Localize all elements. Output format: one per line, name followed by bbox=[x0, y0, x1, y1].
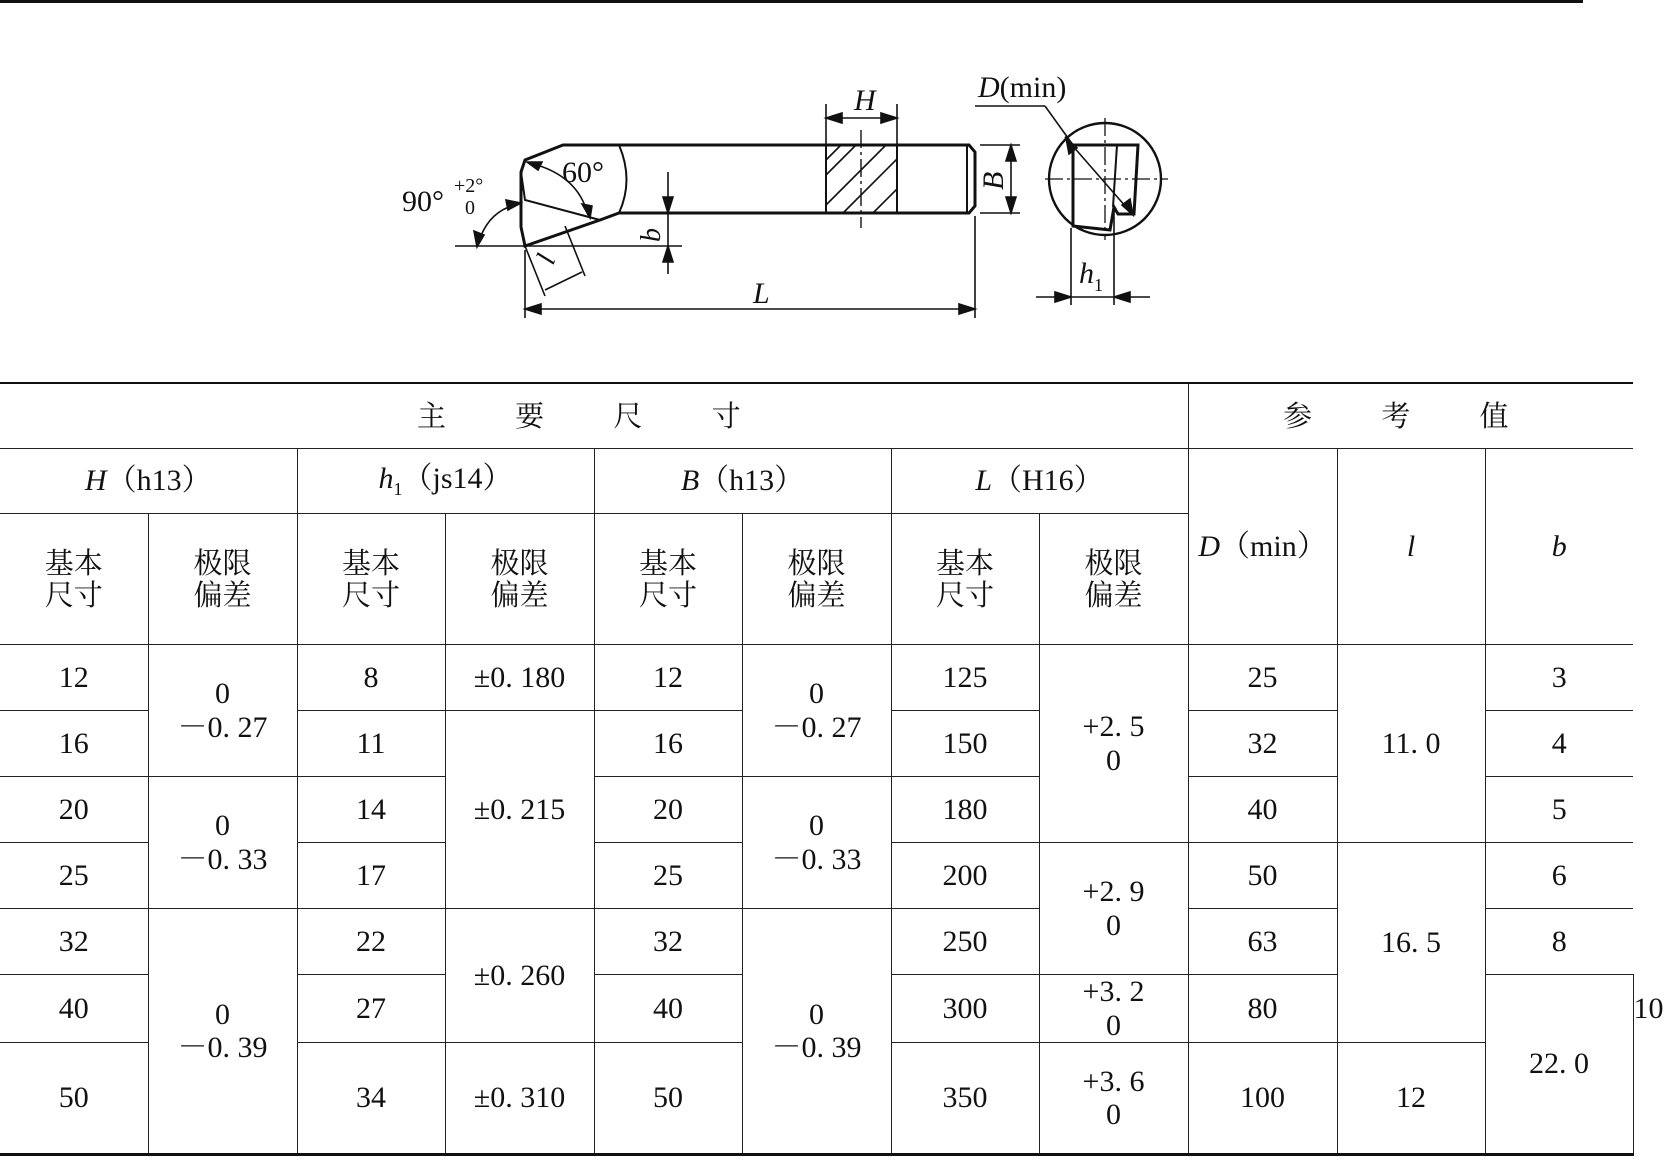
cell-h1-dev: ±0. 215 bbox=[445, 711, 594, 909]
header-H: H（h13） bbox=[0, 449, 297, 514]
cell-h1-basic: 17 bbox=[297, 843, 445, 909]
cell-D: 100 bbox=[1188, 1043, 1337, 1155]
subhead-basic: 基本 尺寸 bbox=[891, 514, 1039, 645]
cell-H-basic: 40 bbox=[0, 975, 148, 1043]
cell-D: 25 bbox=[1188, 645, 1337, 711]
header-h1: $h_1(js14)$ bbox=[297, 449, 594, 514]
cell-H-dev: 0 －0. 39 bbox=[148, 909, 297, 1155]
cell-h1-basic: 27 bbox=[297, 975, 445, 1043]
cell-L-dev: +3. 6 0 bbox=[1039, 1043, 1188, 1155]
group-main: 主 要 尺 寸 bbox=[0, 383, 1188, 449]
header-b: b bbox=[1485, 449, 1633, 645]
cell-H-basic: 50 bbox=[0, 1043, 148, 1155]
cell-D: 50 bbox=[1188, 843, 1337, 909]
subhead-limit: 极限 偏差 bbox=[742, 514, 891, 645]
header-D: D（min） bbox=[1188, 449, 1337, 645]
cell-H-basic: 12 bbox=[0, 645, 148, 711]
cell-B-basic: 20 bbox=[594, 777, 742, 843]
subhead-limit: 极限 偏差 bbox=[445, 514, 594, 645]
cell-b: 6 bbox=[1485, 843, 1633, 909]
cell-h1-dev: ±0. 260 bbox=[445, 909, 594, 1043]
cell-B-dev: 0 －0. 39 bbox=[742, 909, 891, 1155]
cell-b: 12 bbox=[1337, 1043, 1485, 1155]
cell-h1-basic: 34 bbox=[297, 1043, 445, 1155]
header-B: B（h13） bbox=[594, 449, 891, 514]
cell-h1-basic: 14 bbox=[297, 777, 445, 843]
label-D: D(min) bbox=[978, 71, 1067, 104]
cell-L-dev: +3. 2 0 bbox=[1039, 975, 1188, 1043]
header-L: L（H16） bbox=[891, 449, 1188, 514]
label-B: B bbox=[977, 171, 1010, 190]
cell-H-basic: 32 bbox=[0, 909, 148, 975]
subhead-limit: 极限 偏差 bbox=[148, 514, 297, 645]
cell-l: 22. 0 bbox=[1485, 975, 1633, 1155]
cell-h1-basic: 8 bbox=[297, 645, 445, 711]
cell-B-dev: 0 －0. 33 bbox=[742, 777, 891, 909]
cell-l: 16. 5 bbox=[1337, 843, 1485, 1043]
cell-L-basic: 200 bbox=[891, 843, 1039, 909]
label-tol-lower: 0 bbox=[465, 197, 475, 219]
cell-L-basic: 150 bbox=[891, 711, 1039, 777]
label-H: H bbox=[854, 84, 876, 117]
end-view bbox=[1045, 118, 1168, 240]
cell-H-basic: 20 bbox=[0, 777, 148, 843]
subhead-basic: 基本 尺寸 bbox=[297, 514, 445, 645]
label-L: L bbox=[753, 277, 770, 310]
tool-drawing bbox=[0, 0, 1583, 380]
cell-B-dev: 0 －0. 27 bbox=[742, 645, 891, 777]
angle-90 bbox=[474, 200, 521, 247]
dim-h1 bbox=[1036, 207, 1150, 305]
cell-h1-dev: ±0. 180 bbox=[445, 645, 594, 711]
cell-h1-basic: 22 bbox=[297, 909, 445, 975]
subhead-limit: 极限 偏差 bbox=[1039, 514, 1188, 645]
group-ref: 参 考 值 bbox=[1188, 383, 1633, 449]
cell-L-dev: +2. 9 0 bbox=[1039, 843, 1188, 975]
label-h1: $h_1$ bbox=[1079, 257, 1103, 295]
cell-L-basic: 250 bbox=[891, 909, 1039, 975]
cell-B-basic: 32 bbox=[594, 909, 742, 975]
cell-D: 63 bbox=[1188, 909, 1337, 975]
cell-l: 11. 0 bbox=[1337, 645, 1485, 843]
dim-L bbox=[525, 216, 975, 318]
cell-B-basic: 25 bbox=[594, 843, 742, 909]
cell-H-dev: 0 －0. 27 bbox=[148, 645, 297, 777]
cell-B-basic: 12 bbox=[594, 645, 742, 711]
cell-L-dev: +2. 5 0 bbox=[1039, 645, 1188, 843]
cell-b: 5 bbox=[1485, 777, 1633, 843]
cell-L-basic: 300 bbox=[891, 975, 1039, 1043]
cell-b: 3 bbox=[1485, 645, 1633, 711]
label-60: 60° bbox=[562, 156, 604, 189]
cell-H-basic: 16 bbox=[0, 711, 148, 777]
cell-D: 32 bbox=[1188, 711, 1337, 777]
cell-D: 80 bbox=[1188, 975, 1337, 1043]
cell-h1-dev: ±0. 310 bbox=[445, 1043, 594, 1155]
cell-B-basic: 40 bbox=[594, 975, 742, 1043]
subhead-basic: 基本 尺寸 bbox=[0, 514, 148, 645]
cell-H-basic: 25 bbox=[0, 843, 148, 909]
label-b: b bbox=[636, 228, 667, 242]
cell-B-basic: 16 bbox=[594, 711, 742, 777]
label-90: 90° bbox=[402, 185, 444, 218]
cell-h1-basic: 11 bbox=[297, 711, 445, 777]
cell-L-basic: 350 bbox=[891, 1043, 1039, 1155]
label-l: l bbox=[530, 249, 563, 269]
subhead-basic: 基本 尺寸 bbox=[594, 514, 742, 645]
dimension-table: 主 要 尺 寸 参 考 值 H（h13） $h_1(js14)$ B（h13） L（H16） D（min） l b 基本 尺寸 极限 偏差 基本 尺寸 极限 偏差 基本 尺寸 极限 偏差 基本 尺寸 极限 偏差 12 0 －0. 27 8 ±0. 180 12 0 －0. 27 125 +2. 5 0 25 11. 0 3 16 11 ±0. 215 16 150 32 4 20 0 －0. 33 14 20 0 －0. 33 180 40 5 25 17 25 200 +2. 9 0 50 16. 5 6 32 0 －0. 39 22 ±0. 260 32 0 －0. 39 250 63 8 40 27 40 300 +3. 2 0 80 22. 0 10 50 34 ±0. 310 50 350 +3. 6 0 100 12 bbox=[0, 382, 1633, 1156]
cell-D: 40 bbox=[1188, 777, 1337, 843]
label-tol-upper: +2° bbox=[454, 175, 484, 197]
header-l: l bbox=[1337, 449, 1485, 645]
cell-L-basic: 125 bbox=[891, 645, 1039, 711]
cell-b: 8 bbox=[1485, 909, 1633, 975]
cell-b: 4 bbox=[1485, 711, 1633, 777]
cell-H-dev: 0 －0. 33 bbox=[148, 777, 297, 909]
cell-B-basic: 50 bbox=[594, 1043, 742, 1155]
cell-L-basic: 180 bbox=[891, 777, 1039, 843]
